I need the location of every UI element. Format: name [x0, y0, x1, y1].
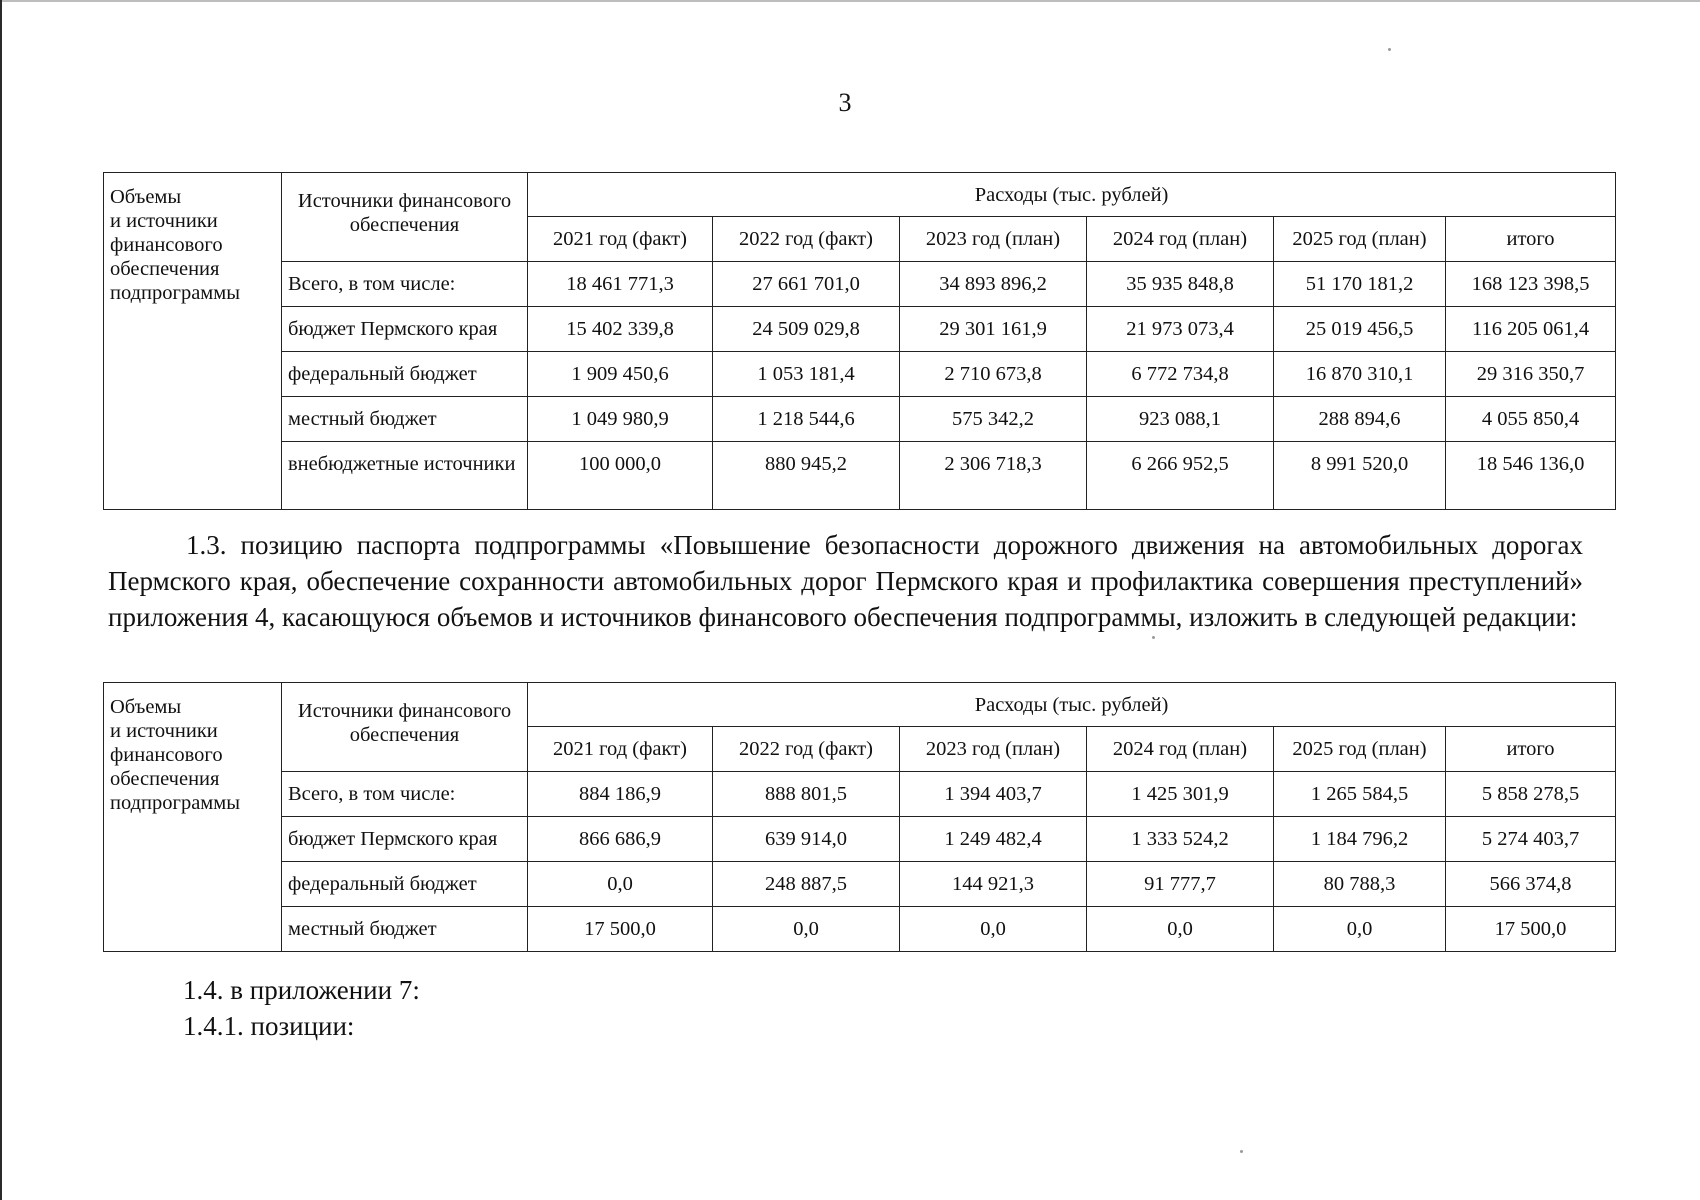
value-cell: 15 402 339,8: [528, 307, 713, 352]
value-cell: 866 686,9: [528, 817, 713, 862]
source-name: местный бюджет: [282, 907, 528, 952]
value-cell: 288 894,6: [1274, 397, 1446, 442]
value-cell: 1 394 403,7: [900, 772, 1087, 817]
value-cell: 2 710 673,8: [900, 352, 1087, 397]
total-header: итого: [1446, 727, 1616, 772]
table-row: [104, 442, 1616, 510]
value-cell: 0,0: [1274, 907, 1446, 952]
total-cell: 18 546 136,0: [1446, 442, 1616, 510]
year-header: 2022 год (факт): [713, 727, 900, 772]
section-label-line: обеспечения: [110, 768, 220, 790]
table-row: [104, 352, 1616, 397]
section-label-line: Объемы: [110, 186, 182, 208]
section-label-line: Объемы: [110, 696, 182, 718]
value-cell: 0,0: [900, 907, 1087, 952]
expenses-header: Расходы (тыс. рублей): [528, 173, 1616, 217]
value-cell: 91 777,7: [1087, 862, 1274, 907]
scan-speck: [1388, 48, 1391, 51]
total-cell: 17 500,0: [1446, 907, 1616, 952]
value-cell: 8 991 520,0: [1274, 442, 1446, 510]
financing-table-1: [103, 172, 1616, 510]
value-cell: 0,0: [713, 907, 900, 952]
value-cell: 884 186,9: [528, 772, 713, 817]
value-cell: 639 914,0: [713, 817, 900, 862]
paragraph-1-4-1: 1.4.1. позиции:: [183, 1011, 355, 1041]
value-cell: 1 184 796,2: [1274, 817, 1446, 862]
table-row: [104, 307, 1616, 352]
total-cell: 168 123 398,5: [1446, 262, 1616, 307]
year-header: 2025 год (план): [1274, 217, 1446, 262]
page-number: 3: [838, 88, 852, 117]
value-cell: 16 870 310,1: [1274, 352, 1446, 397]
source-name: федеральный бюджет: [282, 352, 528, 397]
section-label-line: подпрограммы: [110, 792, 241, 814]
value-cell: 35 935 848,8: [1087, 262, 1274, 307]
value-cell: 888 801,5: [713, 772, 900, 817]
total-header: итого: [1446, 217, 1616, 262]
total-cell: 4 055 850,4: [1446, 397, 1616, 442]
year-header: 2023 год (план): [900, 217, 1087, 262]
table-row: [104, 862, 1616, 907]
value-cell: 17 500,0: [528, 907, 713, 952]
source-name: местный бюджет: [282, 397, 528, 442]
source-name: Всего, в том числе:: [282, 262, 528, 307]
value-cell: 21 973 073,4: [1087, 307, 1274, 352]
section-label-line: финансового: [110, 744, 223, 766]
section-label-line: обеспечения: [110, 258, 220, 280]
value-cell: 1 909 450,6: [528, 352, 713, 397]
section-label-line: и источники: [110, 210, 218, 232]
source-name: федеральный бюджет: [282, 862, 528, 907]
value-cell: 0,0: [528, 862, 713, 907]
value-cell: 1 049 980,9: [528, 397, 713, 442]
total-cell: 5 274 403,7: [1446, 817, 1616, 862]
section-label-cell: [104, 173, 282, 510]
value-cell: 0,0: [1087, 907, 1274, 952]
table-row: [104, 397, 1616, 442]
value-cell: 100 000,0: [528, 442, 713, 510]
value-cell: 25 019 456,5: [1274, 307, 1446, 352]
value-cell: 1 053 181,4: [713, 352, 900, 397]
sources-header: Источники финансового обеспечения: [282, 173, 528, 262]
paragraph-1-4: 1.4. в приложении 7:: [183, 975, 420, 1005]
table-row: [104, 817, 1616, 862]
table-row: [104, 772, 1616, 817]
source-name: бюджет Пермского края: [282, 817, 528, 862]
total-cell: 566 374,8: [1446, 862, 1616, 907]
source-name: внебюджетные источники: [282, 442, 528, 510]
year-header: 2024 год (план): [1087, 217, 1274, 262]
value-cell: 80 788,3: [1274, 862, 1446, 907]
value-cell: 1 218 544,6: [713, 397, 900, 442]
table-row: [104, 907, 1616, 952]
value-cell: 144 921,3: [900, 862, 1087, 907]
value-cell: 2 306 718,3: [900, 442, 1087, 510]
paragraph-text: 1.3. позицию паспорта подпрограммы «Повышение безопасности дорожного движения на автомобильных дорогах Пермского края, обеспечение сохранности автомобильных дорог Пермского края и профилактика совершения преступлений» приложения 4, касающуюся объемов и источников финансового обеспечения подпрограммы, изложить в следующей редакции:: [108, 530, 1583, 632]
value-cell: 51 170 181,2: [1274, 262, 1446, 307]
total-cell: 5 858 278,5: [1446, 772, 1616, 817]
scan-speck: [1240, 1150, 1243, 1153]
sources-header: Источники финансового обеспечения: [282, 683, 528, 772]
financing-table-2: [103, 682, 1616, 952]
value-cell: 880 945,2: [713, 442, 900, 510]
year-header: 2022 год (факт): [713, 217, 900, 262]
value-cell: 24 509 029,8: [713, 307, 900, 352]
value-cell: 248 887,5: [713, 862, 900, 907]
paragraph-1-3: [108, 527, 1583, 635]
value-cell: 923 088,1: [1087, 397, 1274, 442]
value-cell: 29 301 161,9: [900, 307, 1087, 352]
year-header: 2021 год (факт): [528, 217, 713, 262]
value-cell: 1 425 301,9: [1087, 772, 1274, 817]
year-header: 2024 год (план): [1087, 727, 1274, 772]
year-header: 2025 год (план): [1274, 727, 1446, 772]
year-header: 2023 год (план): [900, 727, 1087, 772]
scan-speck: [1152, 636, 1155, 639]
section-label-line: подпрограммы: [110, 282, 241, 304]
value-cell: 6 266 952,5: [1087, 442, 1274, 510]
section-label-line: и источники: [110, 720, 218, 742]
total-cell: 116 205 061,4: [1446, 307, 1616, 352]
section-label-cell: [104, 683, 282, 952]
source-name: Всего, в том числе:: [282, 772, 528, 817]
source-name: бюджет Пермского края: [282, 307, 528, 352]
value-cell: 1 249 482,4: [900, 817, 1087, 862]
year-header: 2021 год (факт): [528, 727, 713, 772]
value-cell: 27 661 701,0: [713, 262, 900, 307]
value-cell: 6 772 734,8: [1087, 352, 1274, 397]
section-label-line: финансового: [110, 234, 223, 256]
value-cell: 18 461 771,3: [528, 262, 713, 307]
value-cell: 1 265 584,5: [1274, 772, 1446, 817]
scan-edge-left: [0, 0, 2, 1200]
table-row: [104, 262, 1616, 307]
value-cell: 1 333 524,2: [1087, 817, 1274, 862]
expenses-header: Расходы (тыс. рублей): [528, 683, 1616, 727]
total-cell: 29 316 350,7: [1446, 352, 1616, 397]
value-cell: 34 893 896,2: [900, 262, 1087, 307]
scan-edge-top: [0, 0, 1700, 2]
value-cell: 575 342,2: [900, 397, 1087, 442]
